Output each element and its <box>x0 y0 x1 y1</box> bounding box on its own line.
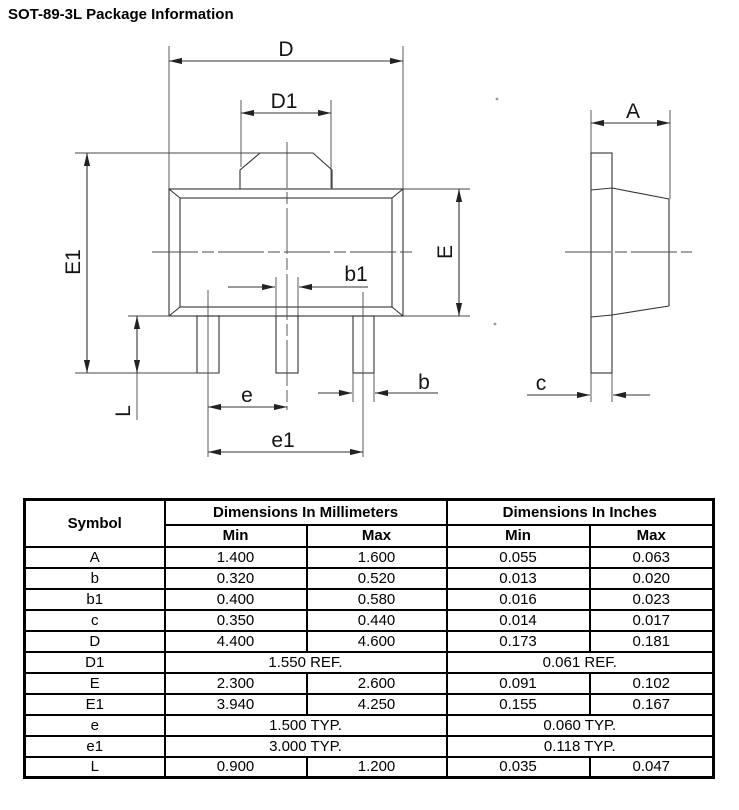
value-cell: 1.600 <box>307 547 447 568</box>
value-cell: 0.181 <box>590 631 714 652</box>
value-cell: 0.020 <box>590 568 714 589</box>
side-profile <box>591 153 669 373</box>
symbol-cell: e <box>25 715 165 736</box>
symbol-cell: A <box>25 547 165 568</box>
value-cell: 0.102 <box>590 673 714 694</box>
table-row <box>25 547 714 568</box>
value-cell: 0.320 <box>165 568 307 589</box>
value-cell: 0.091 <box>447 673 590 694</box>
value-cell: 0.047 <box>590 757 714 778</box>
value-cell: 0.167 <box>590 694 714 715</box>
package-tab <box>240 153 332 189</box>
value-cell: 3.940 <box>165 694 307 715</box>
dimensions-table <box>23 498 715 779</box>
header-in-max: Max <box>590 525 714 547</box>
speck <box>494 323 497 326</box>
header-mm-min: Min <box>165 525 307 547</box>
value-cell-span: 3.000 TYP. <box>165 736 447 757</box>
value-cell: 0.350 <box>165 610 307 631</box>
dimension-e <box>208 384 287 407</box>
dim-label-E1: E1 <box>62 249 85 275</box>
symbol-cell: e1 <box>25 736 165 757</box>
dimension-E1 <box>62 153 260 373</box>
header-symbol: Symbol <box>25 500 165 547</box>
table-row <box>25 757 714 778</box>
value-cell: 0.013 <box>447 568 590 589</box>
table-row <box>25 610 714 631</box>
dimension-c <box>527 372 650 402</box>
value-cell: 4.400 <box>165 631 307 652</box>
dim-label-e: e <box>241 384 253 407</box>
value-cell-span: 0.061 REF. <box>447 652 714 673</box>
symbol-cell: b <box>25 568 165 589</box>
symbol-cell: D1 <box>25 652 165 673</box>
header-mm-max: Max <box>307 525 447 547</box>
value-cell: 4.600 <box>307 631 447 652</box>
value-cell-span: 1.550 REF. <box>165 652 447 673</box>
table-row <box>25 715 714 736</box>
table-row <box>25 673 714 694</box>
header-in-min: Min <box>447 525 590 547</box>
dim-label-A: A <box>625 100 641 123</box>
dim-label-e1: e1 <box>271 429 295 452</box>
dimension-b1 <box>228 263 368 316</box>
value-cell: 0.055 <box>447 547 590 568</box>
value-cell: 1.200 <box>307 757 447 778</box>
value-cell: 0.016 <box>447 589 590 610</box>
symbol-cell: D <box>25 631 165 652</box>
dim-label-c: c <box>535 372 547 395</box>
dimension-b <box>318 371 438 402</box>
value-cell: 2.600 <box>307 673 447 694</box>
dim-label-L: L <box>112 405 135 417</box>
value-cell: 0.014 <box>447 610 590 631</box>
table-row <box>25 568 714 589</box>
dim-label-E: E <box>434 244 457 260</box>
front-view <box>62 38 470 457</box>
value-cell: 0.155 <box>447 694 590 715</box>
value-cell: 0.400 <box>165 589 307 610</box>
value-cell: 0.173 <box>447 631 590 652</box>
table-row <box>25 589 714 610</box>
table-row <box>25 736 714 757</box>
value-cell: 0.063 <box>590 547 714 568</box>
dimension-E <box>403 189 470 316</box>
package-leads <box>197 316 374 373</box>
symbol-cell: c <box>25 610 165 631</box>
value-cell: 1.400 <box>165 547 307 568</box>
speck <box>496 98 499 101</box>
dimension-e1 <box>208 429 363 452</box>
dimension-D1 <box>241 90 331 188</box>
value-cell: 0.017 <box>590 610 714 631</box>
symbol-cell: b1 <box>25 589 165 610</box>
package-body <box>169 189 403 316</box>
dimension-L <box>112 316 170 420</box>
dim-label-b1: b1 <box>344 263 368 286</box>
value-cell-span: 0.060 TYP. <box>447 715 714 736</box>
value-cell: 0.440 <box>307 610 447 631</box>
dimension-A <box>591 100 670 199</box>
dim-label-b: b <box>418 371 430 394</box>
header-millimeters: Dimensions In Millimeters <box>165 500 447 525</box>
table-row <box>25 694 714 715</box>
value-cell: 0.035 <box>447 757 590 778</box>
dim-label-D1: D1 <box>270 90 298 113</box>
side-view <box>527 100 692 402</box>
table-header-row <box>25 500 714 525</box>
dim-label-D: D <box>278 38 294 61</box>
lead-right <box>353 316 374 373</box>
value-cell: 0.900 <box>165 757 307 778</box>
header-inches: Dimensions In Inches <box>447 500 714 525</box>
value-cell: 0.580 <box>307 589 447 610</box>
value-cell: 4.250 <box>307 694 447 715</box>
page-title: SOT-89-3L Package Information <box>8 6 234 23</box>
value-cell: 2.300 <box>165 673 307 694</box>
symbol-cell: E1 <box>25 694 165 715</box>
value-cell-span: 0.118 TYP. <box>447 736 714 757</box>
value-cell: 0.023 <box>590 589 714 610</box>
symbol-cell: E <box>25 673 165 694</box>
table-row <box>25 652 714 673</box>
value-cell-span: 1.500 TYP. <box>165 715 447 736</box>
value-cell: 0.520 <box>307 568 447 589</box>
symbol-cell: L <box>25 757 165 778</box>
table-row <box>25 631 714 652</box>
